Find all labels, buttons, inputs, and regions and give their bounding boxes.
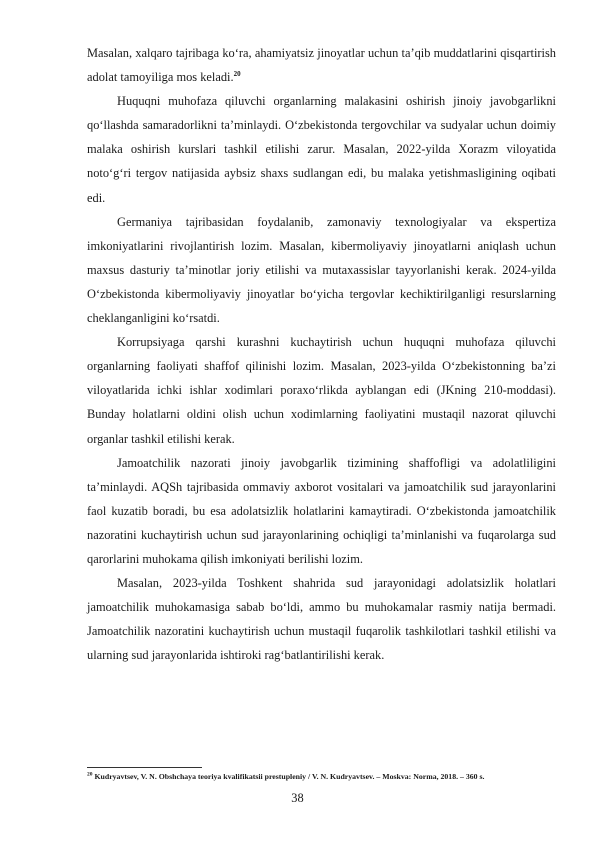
footnote <box>87 771 547 782</box>
paragraph-6: Masalan, 2023-yilda Toshkent shahrida sud jarayonidagi adolatsizlik holatlari jamoatchilik muhokamasiga sabab bo‘ldi, ammo bu muhokamalar rasmiy natija bermadi. Jamoatchilik nazoratini kuchaytirish uchun mustaqil fuqarolik tashkilotlari tashkil etilishi va ularning sud jarayonlarida ishtiroki rag‘batlantirilishi kerak. <box>87 576 556 663</box>
paragraph-2: Huquqni muhofaza qiluvchi organlarning malakasini oshirish jinoiy javobgarlikni qo‘llashda samaradorlikni ta’minlaydi. O‘zbekistonda tergovchilar va sudyalar uchun doimiy malaka oshirish kurslari tashkil etilishi zarur. Masalan, 2022-yilda Xorazm viloyatida noto‘g‘ri tergov natijasida aybsiz shaxs sudlangan edi, bu malaka yetishmasligining oqibati edi. <box>87 94 556 205</box>
footnote-reference[interactable]: 20 <box>233 69 241 78</box>
page-number: 38 <box>291 791 304 805</box>
footnote-number: 20 <box>87 771 93 778</box>
paragraph-3: Germaniya tajribasidan foydalanib, zamonaviy texnologiyalar va ekspertiza imkoniyatlarini rivojlantirish lozim. Masalan, kibermoliyaviy jinoyatlarni aniqlash uchun maxsus dasturiy ta’minotlar joriy etilishi va mutaxassislar tayyorlanishi kerak. 2024-yilda O‘zbekistonda kibermoliyaviy jinoyatlar bo‘yicha tergovlar kechiktirilganligi resurslarning cheklanganligini ko‘rsatdi. <box>87 214 556 326</box>
paragraph-1-text: Masalan, xalqaro tajribaga ko‘ra, ahamiyatsiz jinoyatlar uchun ta’qib muddatlarini qisqartirish adolat tamoyiliga mos keladi. <box>87 46 556 85</box>
footnote-divider <box>87 767 202 768</box>
footnote-text: Kudryavtsev, V. N. Obshchaya teoriya kvalifikatsii prestupleniy / V. N. Kudryavtsev. – Moskva: Norma, 2018. – 360 s. <box>94 772 485 781</box>
paragraph-1 <box>87 41 556 89</box>
paragraph-5: Jamoatchilik nazorati jinoiy javobgarlik tizimining shaffofligi va adolatliligini ta’minlaydi. AQSh tajribasida ommaviy axborot vositalari va jamoatchilik sud jarayonlarini faol kuzatib boradi, bu esa adolatsizlik holatlarini kamaytiradi. O‘zbekistonda jamoatchilik nazoratini kuchaytirish uchun sud jarayonlarining ochiqligi ta’minlanishi va fuqarolarga sud qarorlarini muhokama qilish imkoniyati berilishi lozim. <box>87 455 556 566</box>
document-body <box>87 41 556 667</box>
paragraph-4: Korrupsiyaga qarshi kurashni kuchaytirish uchun huquqni muhofaza qiluvchi organlarning faoliyati shaffof qilinishi lozim. Masalan, 2023-yilda O‘zbekistonning ba’zi viloyatlarida ichki ishlar xodimlari poraxo‘rlikda ayblangan edi (JKning 210-moddasi). Bunday holatlarni oldini olish uchun xodimlarning faoliyatini mustaqil nazorat qiluvchi organlar tashkil etilishi kerak. <box>87 335 556 446</box>
